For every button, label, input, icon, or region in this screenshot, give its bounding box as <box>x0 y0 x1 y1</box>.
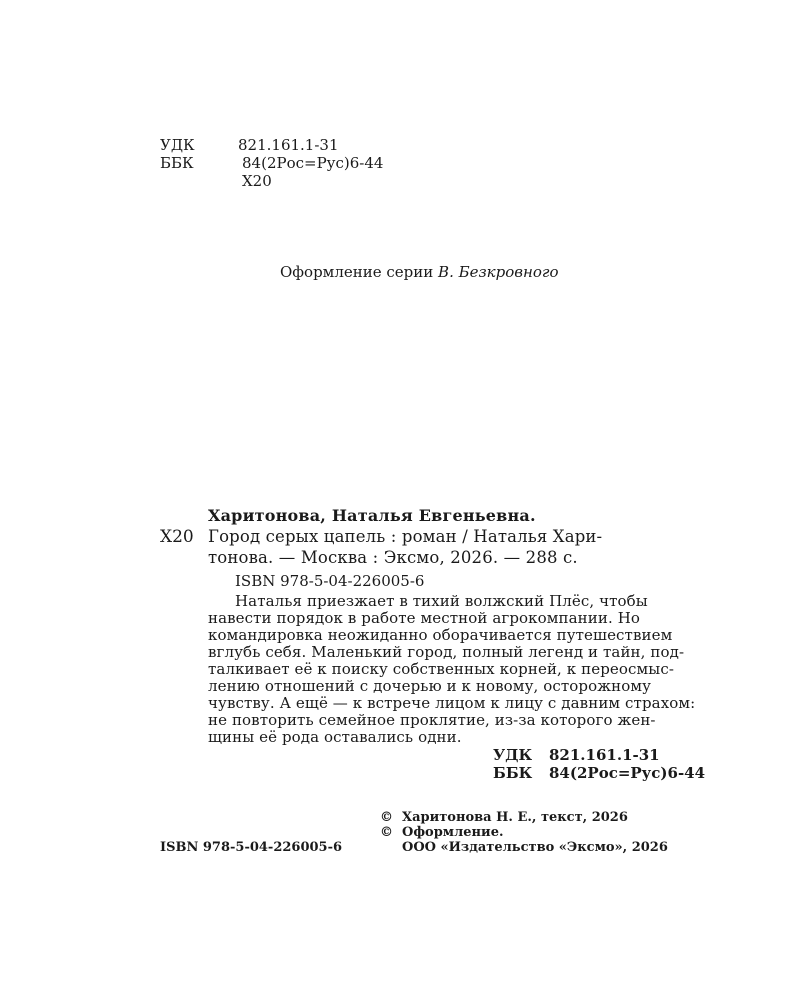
footer-isbn: ISBN 978-5-04-226005-6 <box>160 840 343 855</box>
record-author: Харитонова, Наталья Евгеньевна. <box>208 506 536 525</box>
series-designer-name: В. Безкровного <box>438 263 559 281</box>
record-bbk-label: ББК <box>493 764 533 782</box>
record-annotation-line: талкивает её к поиску собственных корней, к переосмыс- <box>208 660 674 678</box>
record-isbn: ISBN 978-5-04-226005-6 <box>235 572 425 590</box>
record-annotation-line: навести порядок в работе местной агрокомпании. Но <box>208 609 641 627</box>
record-cutter-code: Х20 <box>160 527 194 547</box>
bbk-label: ББК <box>160 154 194 172</box>
series-design-credit <box>280 263 559 281</box>
record-udk-value: 821.161.1-31 <box>549 746 660 764</box>
copyright-symbol: © <box>380 825 393 840</box>
udk-value: 821.161.1-31 <box>238 136 339 154</box>
record-annotation-line: лению отношений с дочерью и к новому, осторожному <box>208 677 652 695</box>
copyright-line: ООО «Издательство «Эксмо», 2026 <box>402 840 668 855</box>
record-annotation-line: командировка неожиданно оборачивается путешествием <box>208 626 673 644</box>
bbk-value: 84(2Рос=Рус)6-44 <box>242 154 384 172</box>
udk-label: УДК <box>160 136 195 154</box>
copyright-line: Харитонова Н. Е., текст, 2026 <box>402 810 628 825</box>
record-bbk-value: 84(2Рос=Рус)6-44 <box>549 764 706 782</box>
record-annotation-first: Наталья приезжает в тихий волжский Плёс, чтобы <box>235 592 648 610</box>
record-udk-label: УДК <box>493 746 533 764</box>
copyright-symbol: © <box>380 810 393 825</box>
record-annotation-line: не повторить семейное проклятие, из-за которого жен- <box>208 711 656 729</box>
record-annotation-line: вглубь себя. Маленький город, полный легенд и тайн, под- <box>208 643 685 661</box>
copyright-line: Оформление. <box>402 825 504 840</box>
record-title-line: Город серых цапель : роман / Наталья Хари- <box>208 527 603 546</box>
record-annotation-line: щины её рода оставались одни. <box>208 728 462 746</box>
top-cutter-code: Х20 <box>242 172 272 190</box>
record-title-line: тонова. — Москва : Эксмо, 2026. — 288 с. <box>208 548 578 567</box>
series-design-prefix: Оформление серии <box>280 263 434 281</box>
record-annotation-line: чувству. А ещё — к встрече лицом к лицу с давним страхом: <box>208 694 696 712</box>
